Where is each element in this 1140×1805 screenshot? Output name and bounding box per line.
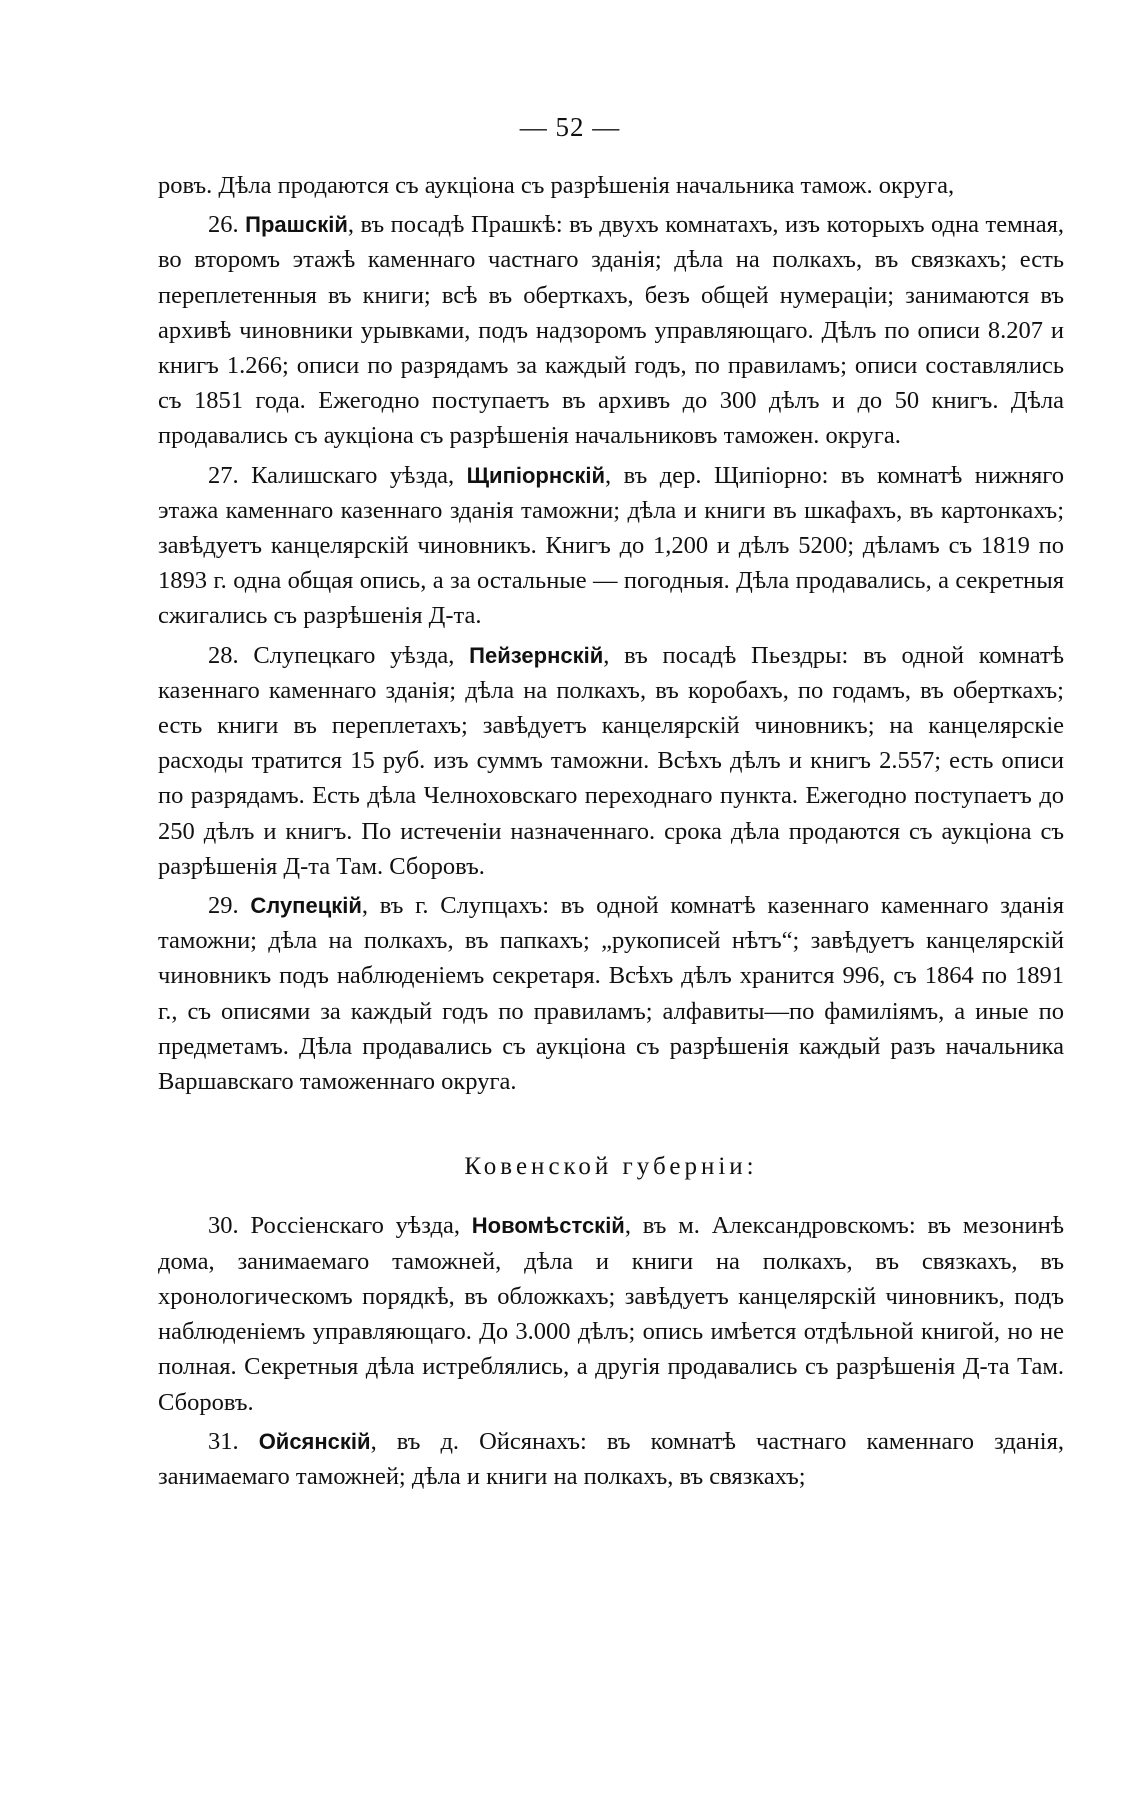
entry-pre: Калишскаго уѣзда, (251, 461, 467, 489)
entry-30 (158, 1208, 1064, 1419)
entry-number: 27. (208, 461, 239, 489)
entry-number: 29. (208, 892, 239, 920)
entry-number: 28. (208, 641, 239, 669)
entry-26 (158, 207, 1064, 453)
entry-29 (158, 888, 1064, 1099)
entry-keyword: Ойсянскій (258, 1428, 371, 1454)
entry-number: 31. (208, 1427, 239, 1455)
section-heading: Ковенской губерніи: (464, 1153, 758, 1181)
paragraph-text: ровъ. Дѣла продаются съ аукціона съ разрѣшенія начальника тамож. округа, (158, 172, 955, 199)
entry-pre: Россіенскаго уѣзда, (250, 1212, 472, 1240)
entry-pre: Слупецкаго уѣзда, (253, 641, 470, 669)
entry-27 (158, 458, 1064, 634)
paragraph-continuation (158, 168, 1064, 203)
entry-text: , въ м. Александровскомъ: въ мезонинѣ дома, занимаемаго таможней, дѣла и книги на полкахъ, въ связкахъ, въ хронологическомъ порядкѣ, въ обложкахъ; завѣдуетъ канцелярскій чиновникъ, подъ наблюденіемъ управляющаго. До 3.000 дѣлъ; опись имѣется отдѣльной книгой, но не полная. Секретныя дѣла истреблялись, а другія продавались съ разрѣшенія Д-та Там. Сборовъ. (158, 1212, 1065, 1416)
entry-text: , въ посадѣ Пьездры: въ одной комнатѣ казеннаго каменнаго зданія; дѣла на полкахъ, въ коробахъ, по годамъ, въ оберткахъ; есть книги въ переплетахъ; завѣдуетъ канцелярскій чиновникъ; на канцелярскіе расходы тратится 15 руб. изъ суммъ таможни. Всѣхъ дѣлъ и книгъ 2.557; есть описи по разрядамъ. Есть дѣла Челноховскаго переходнаго пункта. Ежегодно поступаетъ до 250 дѣлъ и книгъ. По истеченіи назначеннаго. срока дѣла продаются съ аукціона съ разрѣшенія Д-та Там. Сборовъ. (158, 641, 1064, 880)
entry-keyword: Пейзернскій (469, 642, 604, 668)
entry-number: 26. (208, 211, 239, 239)
entry-keyword: Щипіорнскій (466, 462, 606, 488)
entry-31 (158, 1424, 1064, 1494)
page-number: — 52 — (519, 112, 621, 142)
entry-text: , въ д. Ойсянахъ: въ комнатѣ частнаго каменнаго зданія, занимаемаго таможней; дѣла и книги на полкахъ, въ связкахъ; (158, 1427, 1064, 1490)
body-text (158, 168, 1064, 1494)
entry-number: 30. (208, 1212, 239, 1240)
entry-text: , въ дер. Щипіорно: въ комнатѣ нижняго этажа каменнаго казеннаго зданія таможни; дѣла и книги въ шкафахъ, въ картонкахъ; завѣдуетъ канцелярскій чиновникъ. Книгъ до 1,200 и дѣлъ 5200; дѣламъ съ 1819 по 1893 г. одна общая опись, а за остальные — погодныя. Дѣла продавались, а секретныя сжигались съ разрѣшенія Д-та. (158, 461, 1064, 630)
entry-keyword: Прашскій (245, 212, 348, 238)
entry-keyword: Слупецкій (250, 893, 362, 919)
entry-keyword: Новомѣстскій (471, 1213, 625, 1239)
entry-text: , въ посадѣ Прашкѣ: въ двухъ комнатахъ, изъ которыхъ одна темная, во второмъ этажѣ каменнаго частнаго зданія; дѣла на полкахъ, въ связкахъ; есть переплетенныя въ книги; всѣ въ оберткахъ, безъ общей нумераціи; занимаются въ архивѣ чиновники урывками, подъ надзоромъ управляющаго. Дѣлъ по описи 8.207 и книгъ 1.266; описи по разрядамъ за каждый годъ, по правиламъ; описи составлялись съ 1851 года. Ежегодно поступаетъ въ архивъ до 300 дѣлъ и до 50 книгъ. Дѣла продавались съ аукціона съ разрѣшенія начальниковъ таможен. округа. (158, 211, 1064, 450)
entry-text: , въ г. Слупцахъ: въ одной комнатѣ казеннаго каменнаго зданія таможни; дѣла на полкахъ, въ папкахъ; „рукописей нѣтъ“; завѣдуетъ канцелярскій чиновникъ подъ наблюденіемъ секретаря. Всѣхъ дѣлъ хранится 996, съ 1864 по 1891 г., съ описями за каждый годъ по правиламъ; алфавиты—по фамиліямъ, а иные по предметамъ. Дѣла продавались съ аукціона съ разрѣшенія каждый разъ начальника Варшавскаго таможеннаго округа. (158, 892, 1064, 1096)
entry-28 (158, 638, 1064, 884)
